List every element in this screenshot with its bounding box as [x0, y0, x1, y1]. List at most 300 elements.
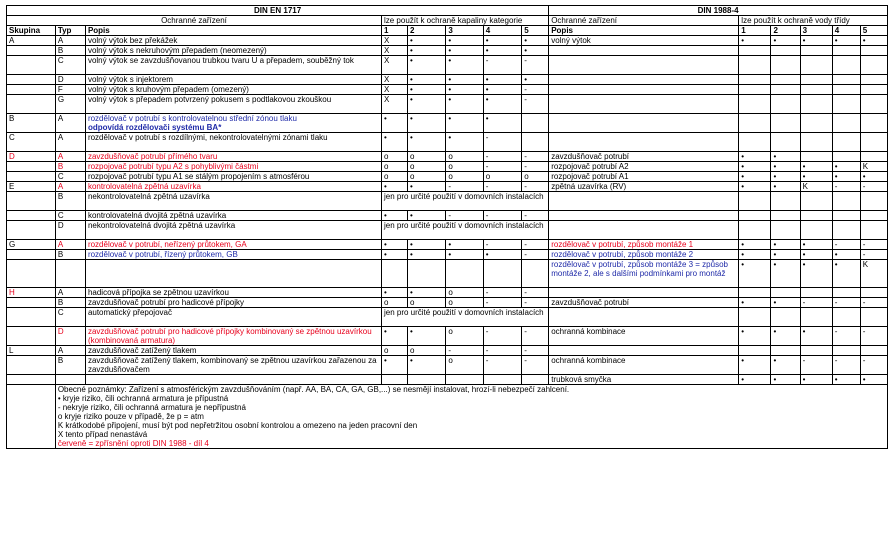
- table-row: [7, 288, 888, 298]
- category-2-cell: o: [407, 298, 445, 308]
- class-3-cell: [800, 152, 832, 162]
- category-3-cell: o: [446, 172, 483, 182]
- description-cell: [85, 85, 381, 95]
- class-4-cell: •: [832, 375, 860, 385]
- description-cell: [85, 240, 381, 250]
- description-text: rozdělovač v potrubí s rozdílnými, nekontrolovatelnými zónami tlaku: [87, 133, 328, 142]
- group-cell: C: [7, 133, 56, 152]
- notes-cell: [55, 385, 887, 449]
- din1988-description-cell: zavzdušňovač potrubí: [549, 152, 739, 162]
- class-2-cell: •: [771, 327, 800, 346]
- class-3-cell: [800, 56, 832, 75]
- class-5-cell: •: [860, 36, 887, 46]
- type-cell: A: [55, 114, 85, 133]
- category-3-cell: •: [446, 75, 483, 85]
- usage-note-cell: jen pro určité použití v domovních instalacích: [381, 221, 548, 240]
- col-header-class-2: 2: [771, 26, 800, 36]
- category-2-cell: •: [407, 85, 445, 95]
- class-4-cell: -: [832, 356, 860, 375]
- category-1-cell: o: [381, 172, 407, 182]
- table-row: [7, 85, 888, 95]
- usage-note-cell: jen pro určité použití v domovních instalacích: [381, 192, 548, 211]
- class-3-cell: •: [800, 250, 832, 260]
- category-4-cell: o: [483, 172, 521, 182]
- category-3-cell: o: [446, 298, 483, 308]
- din1988-description-cell: zavzdušňovač potrubí: [549, 298, 739, 308]
- category-1-cell: o: [381, 298, 407, 308]
- class-4-cell: -: [832, 327, 860, 346]
- description-cell: [85, 327, 381, 346]
- class-2-cell: •: [771, 182, 800, 192]
- table-row: [7, 152, 888, 162]
- category-2-cell: o: [407, 346, 445, 356]
- group-cell: [7, 308, 56, 327]
- table-row: [7, 133, 888, 152]
- class-5-cell: [860, 46, 887, 56]
- description-cell: [85, 95, 381, 114]
- group-cell: [7, 327, 56, 346]
- description-text: kontrolovatelná zpětná uzavírka: [87, 182, 201, 191]
- class-3-cell: -: [800, 298, 832, 308]
- category-3-cell: o: [446, 288, 483, 298]
- description-text: nekontrolovatelná dvojitá zpětná uzavírka: [87, 221, 236, 230]
- class-2-cell: [771, 85, 800, 95]
- group-cell: A: [7, 36, 56, 46]
- class-5-cell: [860, 211, 887, 221]
- class-2-cell: [771, 46, 800, 56]
- class-5-cell: [860, 114, 887, 133]
- class-1-cell: [739, 192, 771, 211]
- type-cell: B: [55, 250, 85, 260]
- description-text: volný výtok s nekruhovým přepadem (neomezený): [87, 46, 267, 55]
- class-3-cell: [800, 133, 832, 152]
- category-5-cell: -: [522, 56, 549, 75]
- category-3-cell: •: [446, 36, 483, 46]
- type-cell: A: [55, 346, 85, 356]
- category-3-cell: •: [446, 240, 483, 250]
- notes-section: [7, 385, 888, 449]
- class-1-cell: •: [739, 240, 771, 250]
- description-text: rozdělovač v potrubí, neřízený průtokem, GA: [87, 240, 247, 249]
- category-1-cell: X: [381, 95, 407, 114]
- description-cell: [85, 356, 381, 375]
- category-5-cell: -: [522, 356, 549, 375]
- category-1-cell: •: [381, 211, 407, 221]
- category-3-cell: -: [446, 211, 483, 221]
- class-1-cell: [739, 114, 771, 133]
- class-1-cell: •: [739, 375, 771, 385]
- class-3-cell: [800, 85, 832, 95]
- class-4-cell: -: [832, 182, 860, 192]
- description-text: zavzdušňovač potrubí přímého tvaru: [87, 152, 218, 161]
- class-4-cell: [832, 152, 860, 162]
- category-3-cell: -: [446, 182, 483, 192]
- class-2-cell: •: [771, 375, 800, 385]
- category-2-cell: •: [407, 211, 445, 221]
- din1988-description-cell: [549, 221, 739, 240]
- description-text: automatický přepojovač: [87, 308, 172, 317]
- col-header-category-4: 4: [483, 26, 521, 36]
- category-1-cell: •: [381, 250, 407, 260]
- col-header-category-1: 1: [381, 26, 407, 36]
- category-4-cell: -: [483, 133, 521, 152]
- category-5-cell: -: [522, 298, 549, 308]
- category-3-cell: o: [446, 152, 483, 162]
- class-3-cell: [800, 192, 832, 211]
- class-5-cell: [860, 288, 887, 298]
- class-2-cell: •: [771, 172, 800, 182]
- category-5-cell: -: [522, 288, 549, 298]
- class-5-cell: -: [860, 327, 887, 346]
- group-cell: [7, 172, 56, 182]
- col-header-description: Popis: [85, 26, 381, 36]
- category-4-cell: -: [483, 211, 521, 221]
- class-2-cell: [771, 346, 800, 356]
- category-5-cell: -: [522, 250, 549, 260]
- group-cell: B: [7, 114, 56, 133]
- description-cell: [85, 250, 381, 260]
- table-row: [7, 56, 888, 75]
- category-5-cell: -: [522, 162, 549, 172]
- description-text: zavzdušňovač zatížený tlakem, kombinovaný se zpětnou uzavírkou zařazenou za zavzdušňovačem: [87, 356, 377, 374]
- group-cell: [7, 56, 56, 75]
- protective-device-header-right: Ochranné zařízení: [549, 16, 739, 26]
- group-cell: [7, 221, 56, 240]
- col-header-description-right: Popis: [549, 26, 739, 36]
- table-row: [7, 308, 888, 327]
- din1988-description-cell: [549, 211, 739, 221]
- type-cell: G: [55, 95, 85, 114]
- class-5-cell: [860, 85, 887, 95]
- description-cell: [85, 260, 381, 288]
- col-header-category-3: 3: [446, 26, 483, 36]
- class-2-cell: [771, 192, 800, 211]
- category-5-cell: •: [522, 46, 549, 56]
- group-cell: [7, 192, 56, 211]
- description-cell: [85, 75, 381, 85]
- class-5-cell: -: [860, 182, 887, 192]
- category-3-cell: •: [446, 95, 483, 114]
- class-4-cell: [832, 46, 860, 56]
- din1988-description-cell: [549, 346, 739, 356]
- category-1-cell: •: [381, 327, 407, 346]
- class-1-cell: [739, 346, 771, 356]
- class-5-cell: [860, 346, 887, 356]
- class-4-cell: [832, 114, 860, 133]
- din1988-description-cell: [549, 133, 739, 152]
- description-cell: [85, 182, 381, 192]
- category-2-cell: [407, 375, 445, 385]
- category-5-cell: [522, 260, 549, 288]
- class-5-cell: [860, 308, 887, 327]
- class-4-cell: [832, 211, 860, 221]
- class-2-cell: •: [771, 36, 800, 46]
- class-2-cell: •: [771, 152, 800, 162]
- description-cell: [85, 162, 381, 172]
- class-5-cell: [860, 152, 887, 162]
- category-1-cell: X: [381, 85, 407, 95]
- table-body: [7, 6, 888, 385]
- standard-header-row: [7, 6, 888, 16]
- din1988-description-cell: [549, 85, 739, 95]
- column-header-row: [7, 26, 888, 36]
- description-text: rozdělovač v potrubí, řízený průtokem, GB: [87, 250, 238, 259]
- category-1-cell: [381, 375, 407, 385]
- class-2-cell: [771, 75, 800, 85]
- group-cell: G: [7, 240, 56, 250]
- class-3-cell: -: [800, 356, 832, 375]
- group-cell: D: [7, 152, 56, 162]
- col-header-category-5: 5: [522, 26, 549, 36]
- din1988-description-cell: [549, 114, 739, 133]
- class-4-cell: -: [832, 240, 860, 250]
- note-dash-legend: - nekryje riziko, čili ochranná armatura je nepřípustná: [57, 403, 246, 412]
- class-1-cell: [739, 288, 771, 298]
- class-1-cell: [739, 85, 771, 95]
- description-text: volný výtok s injektorem: [87, 75, 173, 84]
- category-1-cell: •: [381, 356, 407, 375]
- class-2-cell: [771, 221, 800, 240]
- category-1-cell: X: [381, 56, 407, 75]
- class-4-cell: •: [832, 162, 860, 172]
- din1988-description-cell: [549, 95, 739, 114]
- description-cell: [85, 192, 381, 211]
- type-cell: C: [55, 308, 85, 327]
- table-row: [7, 298, 888, 308]
- din1988-description-cell: [549, 192, 739, 211]
- table-row: [7, 172, 888, 182]
- class-4-cell: [832, 75, 860, 85]
- class-5-cell: •: [860, 172, 887, 182]
- note-general: Obecné poznámky: Zařízení s atmosférickým zavzdušňováním (např. AA, BA, CA, GA, GB,...) se nesmějí instalovat, hrozí-li nebezpečí zahlcení.: [57, 385, 570, 394]
- category-5-cell: [522, 133, 549, 152]
- class-5-cell: -: [860, 356, 887, 375]
- liquid-category-header: lze použít k ochraně kapaliny kategorie: [381, 16, 548, 26]
- class-3-cell: [800, 308, 832, 327]
- category-4-cell: -: [483, 356, 521, 375]
- category-4-cell: [483, 375, 521, 385]
- class-5-cell: K: [860, 162, 887, 172]
- class-2-cell: •: [771, 298, 800, 308]
- type-cell: [55, 375, 85, 385]
- category-2-cell: o: [407, 162, 445, 172]
- category-5-cell: -: [522, 85, 549, 95]
- class-2-cell: •: [771, 250, 800, 260]
- category-3-cell: o: [446, 327, 483, 346]
- category-1-cell: [381, 260, 407, 288]
- type-cell: A: [55, 36, 85, 46]
- description-cell: [85, 36, 381, 46]
- class-2-cell: [771, 56, 800, 75]
- category-4-cell: •: [483, 85, 521, 95]
- category-2-cell: o: [407, 172, 445, 182]
- table-row: [7, 95, 888, 114]
- water-class-header: lze použít k ochraně vody třídy: [739, 16, 888, 26]
- type-cell: F: [55, 85, 85, 95]
- class-4-cell: [832, 346, 860, 356]
- table-row: [7, 327, 888, 346]
- notes-row: [7, 385, 888, 449]
- col-header-class-1: 1: [739, 26, 771, 36]
- class-4-cell: [832, 133, 860, 152]
- table-row: [7, 162, 888, 172]
- protective-device-header: Ochranné zařízení: [7, 16, 382, 26]
- category-4-cell: [483, 260, 521, 288]
- class-5-cell: [860, 75, 887, 85]
- category-2-cell: •: [407, 356, 445, 375]
- category-2-cell: [407, 260, 445, 288]
- class-1-cell: [739, 75, 771, 85]
- table-row: [7, 182, 888, 192]
- class-5-cell: K: [860, 260, 887, 288]
- class-5-cell: -: [860, 250, 887, 260]
- category-2-cell: o: [407, 152, 445, 162]
- category-2-cell: •: [407, 240, 445, 250]
- type-cell: A: [55, 152, 85, 162]
- class-3-cell: •: [800, 260, 832, 288]
- category-1-cell: X: [381, 46, 407, 56]
- category-1-cell: o: [381, 152, 407, 162]
- description-cell: [85, 172, 381, 182]
- class-4-cell: •: [832, 260, 860, 288]
- description-text: kontrolovatelná dvojitá zpětná uzavírka: [87, 211, 227, 220]
- category-3-cell: •: [446, 46, 483, 56]
- group-cell: H: [7, 288, 56, 298]
- class-2-cell: •: [771, 260, 800, 288]
- class-4-cell: [832, 56, 860, 75]
- col-header-type: Typ: [55, 26, 85, 36]
- class-5-cell: [860, 56, 887, 75]
- notes-spacer-group: [7, 385, 56, 449]
- category-2-cell: •: [407, 288, 445, 298]
- din-1988-4-title: DIN 1988-4: [549, 6, 888, 16]
- din1988-description-cell: [549, 75, 739, 85]
- class-3-cell: [800, 211, 832, 221]
- class-5-cell: -: [860, 298, 887, 308]
- table-row: [7, 375, 888, 385]
- description-cell: [85, 346, 381, 356]
- category-3-cell: [446, 260, 483, 288]
- class-4-cell: [832, 221, 860, 240]
- class-3-cell: [800, 75, 832, 85]
- table-row: [7, 211, 888, 221]
- din1988-description-cell: trubková smyčka: [549, 375, 739, 385]
- category-1-cell: •: [381, 114, 407, 133]
- col-header-class-4: 4: [832, 26, 860, 36]
- col-header-category-2: 2: [407, 26, 445, 36]
- class-1-cell: •: [739, 298, 771, 308]
- description-text: nekontrolovatelná zpětná uzavírka: [87, 192, 210, 201]
- class-2-cell: [771, 288, 800, 298]
- category-3-cell: -: [446, 346, 483, 356]
- description-text: zavzdušňovač potrubí pro hadicové přípojky: [87, 298, 245, 307]
- category-4-cell: -: [483, 346, 521, 356]
- usage-note-cell: jen pro určité použití v domovních instalacích: [381, 308, 548, 327]
- description-cell: [85, 152, 381, 162]
- type-cell: A: [55, 288, 85, 298]
- din1988-description-cell: rozpojovač potrubí A1: [549, 172, 739, 182]
- group-cell: [7, 298, 56, 308]
- group-cell: [7, 95, 56, 114]
- class-5-cell: [860, 133, 887, 152]
- type-cell: D: [55, 221, 85, 240]
- description-cell: [85, 288, 381, 298]
- category-5-cell: -: [522, 327, 549, 346]
- class-1-cell: [739, 56, 771, 75]
- category-1-cell: o: [381, 162, 407, 172]
- category-1-cell: X: [381, 75, 407, 85]
- category-2-cell: •: [407, 182, 445, 192]
- description-text: volný výtok se zavzdušňovanou trubkou tvaru U a přepadem, souběžný tok: [87, 56, 354, 65]
- category-5-cell: •: [522, 75, 549, 85]
- table-row: [7, 346, 888, 356]
- group-cell: E: [7, 182, 56, 192]
- category-5-cell: -: [522, 95, 549, 114]
- category-4-cell: -: [483, 327, 521, 346]
- class-3-cell: •: [800, 162, 832, 172]
- category-4-cell: -: [483, 298, 521, 308]
- class-3-cell: [800, 95, 832, 114]
- type-cell: C: [55, 211, 85, 221]
- type-cell: B: [55, 162, 85, 172]
- type-cell: A: [55, 240, 85, 250]
- class-3-cell: •: [800, 36, 832, 46]
- description-cell: [85, 114, 381, 133]
- class-3-cell: K: [800, 182, 832, 192]
- note-o-legend: o kryje riziko pouze v případě, že p = atm: [57, 412, 204, 421]
- table-row: [7, 221, 888, 240]
- class-4-cell: [832, 95, 860, 114]
- category-5-cell: -: [522, 182, 549, 192]
- category-2-cell: •: [407, 95, 445, 114]
- category-5-cell: -: [522, 211, 549, 221]
- class-1-cell: •: [739, 36, 771, 46]
- category-2-cell: •: [407, 46, 445, 56]
- class-1-cell: •: [739, 162, 771, 172]
- din1988-description-cell: ochranná kombinace: [549, 356, 739, 375]
- class-2-cell: •: [771, 162, 800, 172]
- group-cell: [7, 356, 56, 375]
- class-1-cell: •: [739, 260, 771, 288]
- din1988-description-cell: rozdělovač v potrubí, způsob montáže 3 = způsob montáže 2, ale s dalšími podmínkami pro montáž: [549, 260, 739, 288]
- class-2-cell: [771, 95, 800, 114]
- description-cell: [85, 375, 381, 385]
- category-2-cell: •: [407, 75, 445, 85]
- description-text: volný výtok bez překážek: [87, 36, 178, 45]
- class-3-cell: •: [800, 240, 832, 250]
- class-1-cell: [739, 221, 771, 240]
- category-2-cell: •: [407, 133, 445, 152]
- category-4-cell: •: [483, 250, 521, 260]
- description-text: volný výtok s kruhovým přepadem (omezený): [87, 85, 249, 94]
- table-row: [7, 192, 888, 211]
- din1988-description-cell: ochranná kombinace: [549, 327, 739, 346]
- category-4-cell: -: [483, 288, 521, 298]
- description-cell: [85, 211, 381, 221]
- din1988-description-cell: rozpojovač potrubí A2: [549, 162, 739, 172]
- group-cell: L: [7, 346, 56, 356]
- type-cell: C: [55, 56, 85, 75]
- class-1-cell: [739, 95, 771, 114]
- category-5-cell: -: [522, 240, 549, 250]
- col-header-class-3: 3: [800, 26, 832, 36]
- group-cell: [7, 250, 56, 260]
- class-4-cell: [832, 288, 860, 298]
- class-2-cell: [771, 211, 800, 221]
- category-3-cell: •: [446, 56, 483, 75]
- class-3-cell: [800, 221, 832, 240]
- description-cell: [85, 56, 381, 75]
